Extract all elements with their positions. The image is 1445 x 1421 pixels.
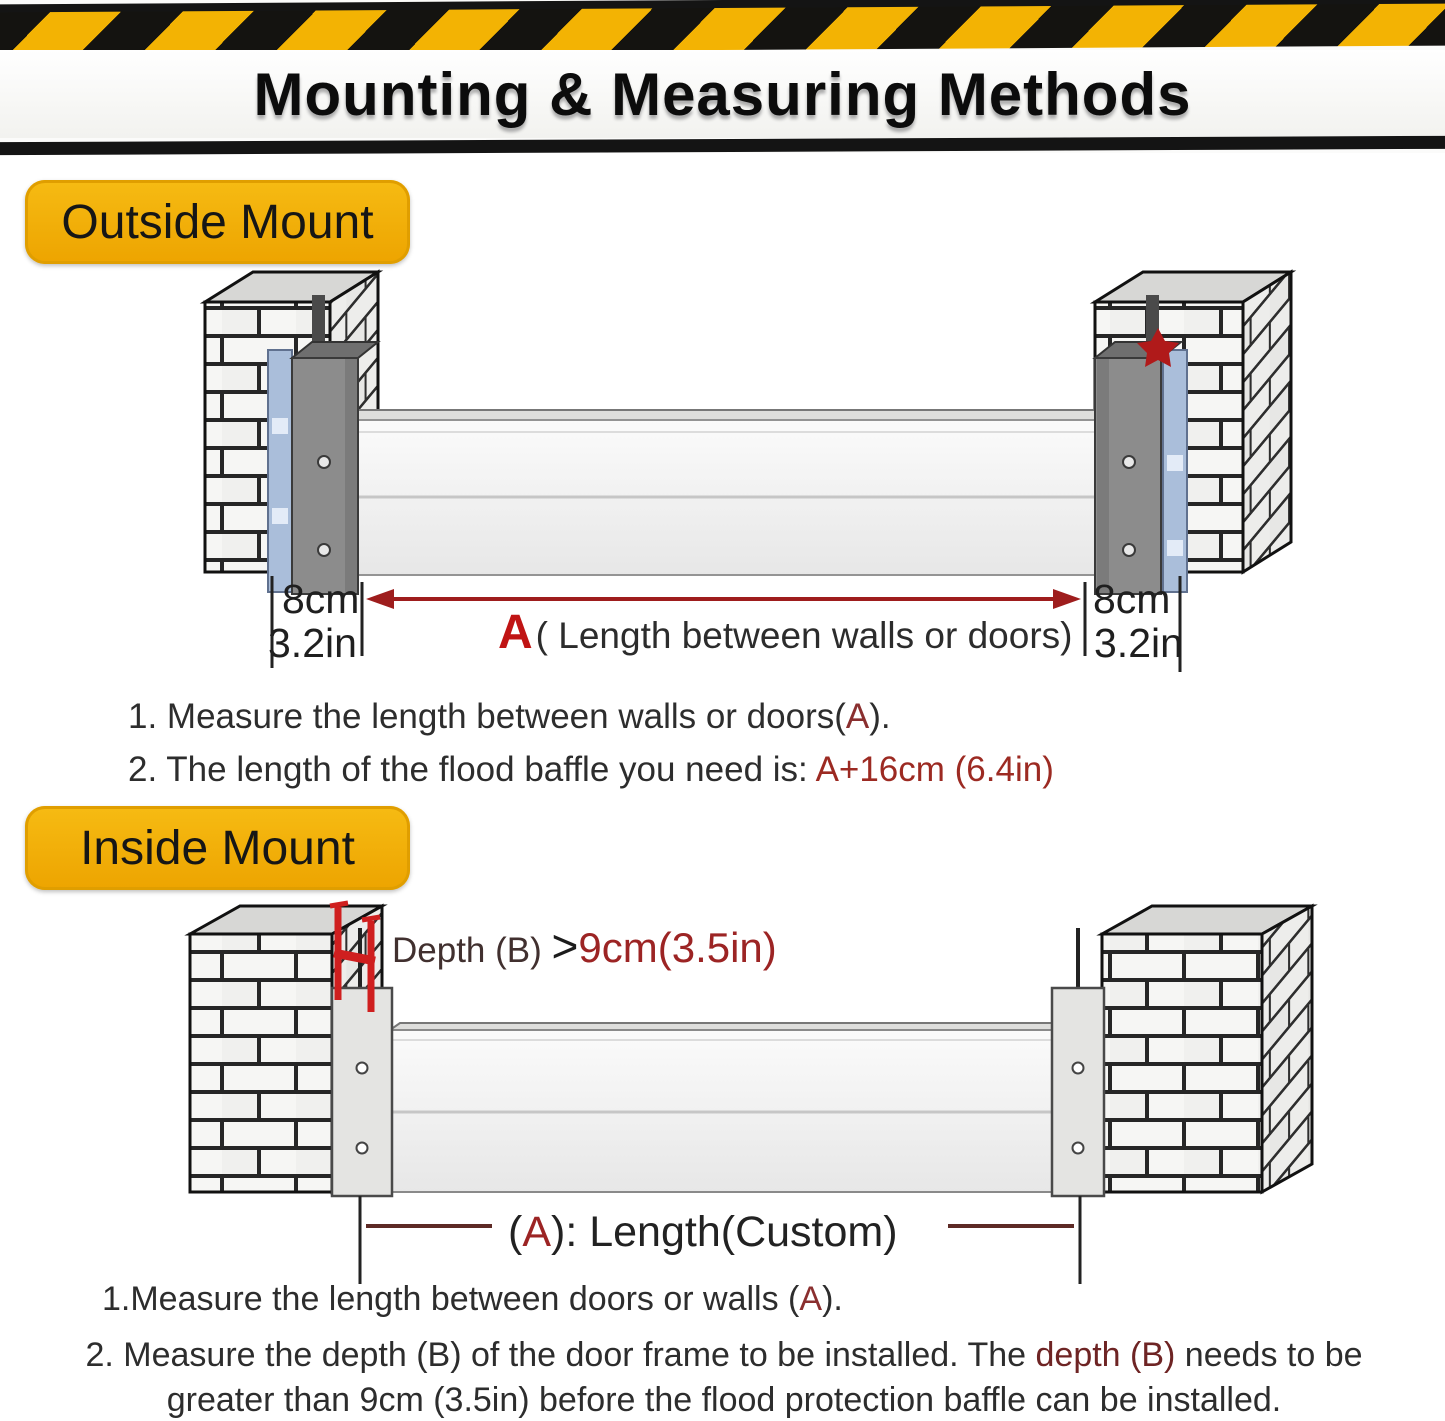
- inside-mount-badge: [25, 806, 410, 890]
- arrow-right-icon: [1053, 589, 1081, 609]
- inside-flood-barrier: [390, 1023, 1066, 1192]
- title-band: [0, 50, 1445, 138]
- inside-step-1: 1.Measure the length between doors or walls (A).: [102, 1280, 843, 1318]
- screw-hole-icon: [318, 544, 330, 556]
- screw-hole-icon: [1073, 1143, 1084, 1154]
- dim-left-in: 3.2in: [268, 620, 357, 666]
- outside-dimension: [268, 576, 1183, 672]
- outside-mount-badge-label: Outside Mount: [61, 195, 374, 249]
- length-label-a: A: [522, 1208, 552, 1256]
- dim-right-in: 3.2in: [1094, 620, 1183, 666]
- outside-step-2: 2. The length of the flood baffle you need is: A+16cm (6.4in): [128, 750, 1054, 789]
- screw-hole-icon: [1123, 544, 1135, 556]
- outside-mount-steps: [128, 690, 1054, 796]
- hazard-tape: [0, 4, 1445, 55]
- inside-mount-steps: [30, 1280, 1418, 1421]
- screw-hole-icon: [357, 1063, 368, 1074]
- span-label-a: A: [498, 606, 533, 659]
- screw-hole-icon: [357, 1143, 368, 1154]
- page-title: Mounting & Measuring Methods: [253, 60, 1192, 128]
- inside-right-pillar: [1102, 906, 1312, 1192]
- depth-label-gt: >: [551, 920, 579, 972]
- screw-hole-icon: [1073, 1063, 1084, 1074]
- screw-hole-icon: [1123, 456, 1135, 468]
- inside-mount-badge-label: Inside Mount: [80, 821, 355, 875]
- arrow-left-icon: [366, 589, 394, 609]
- depth-label-value: 9cm(3.5in): [578, 924, 777, 971]
- length-label-rest: ): Length(Custom): [551, 1208, 898, 1256]
- inside-step-2: 2. Measure the depth (B) of the door frame to be installed. The depth (B) needs to be greater than 9cm (3.5in) before the flood protection baffle can be installed.: [85, 1336, 1363, 1419]
- seal-strip-left: [268, 350, 292, 592]
- header: [0, 0, 1445, 153]
- dim-right-cm: 8cm: [1093, 576, 1171, 622]
- span-label-rest: ( Length between walls or doors): [535, 615, 1073, 656]
- inside-dimension: [360, 1196, 1080, 1284]
- span-label: [498, 606, 1072, 659]
- outside-mount-diagram: [0, 262, 1445, 682]
- inside-mount-diagram: [0, 896, 1445, 1286]
- flood-barrier: [340, 410, 1152, 575]
- screw-hole-icon: [318, 456, 330, 468]
- dim-left-cm: 8cm: [282, 576, 360, 622]
- outside-mount-badge: [25, 180, 410, 264]
- outside-step-1: 1. Measure the length between walls or doors(A).: [128, 697, 891, 736]
- mounting-channel-right: [1052, 988, 1104, 1196]
- mounting-channel-left: [332, 988, 392, 1196]
- length-label: (A): Length(Custom): [508, 1208, 898, 1256]
- depth-label: [392, 920, 777, 972]
- inside-right-channel: [1052, 928, 1104, 1196]
- depth-label-text: Depth (B): [392, 931, 552, 970]
- header-divider-bar: [0, 136, 1445, 155]
